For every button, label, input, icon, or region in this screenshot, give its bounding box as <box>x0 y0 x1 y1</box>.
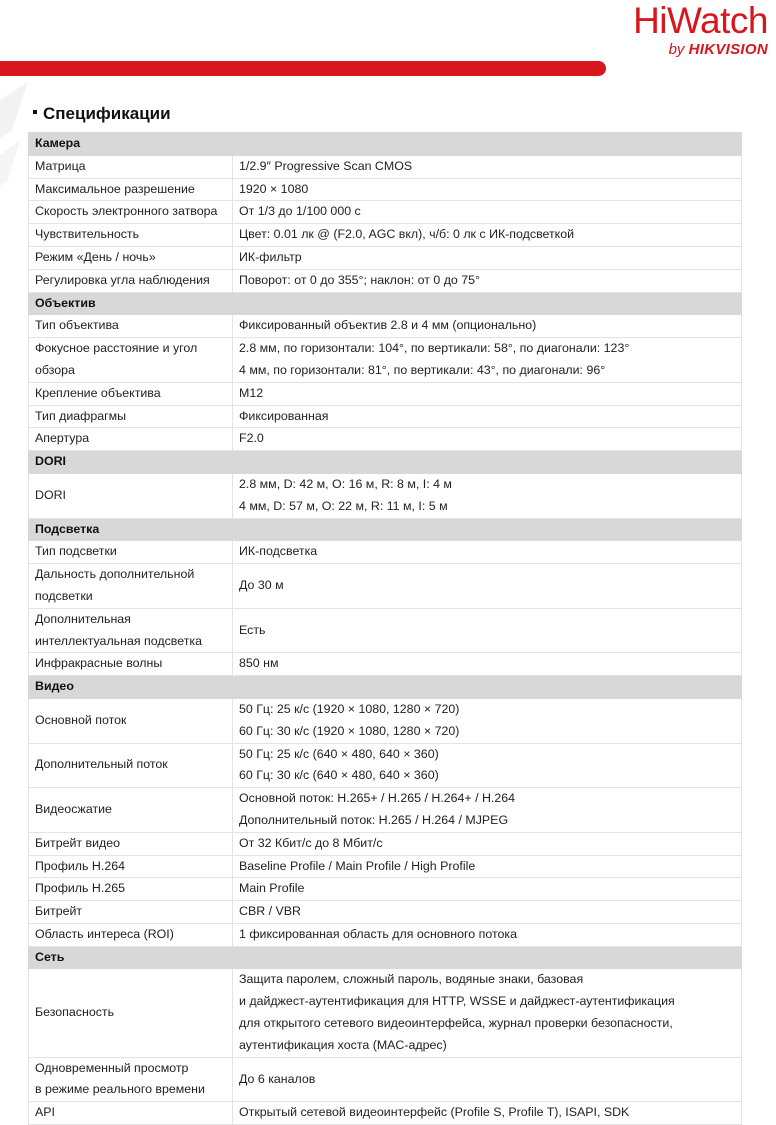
spec-label-line: Дальность дополнительной <box>35 567 195 582</box>
table-row <box>29 969 742 1057</box>
spec-value <box>233 246 742 269</box>
spec-value <box>233 201 742 224</box>
table-row <box>29 315 742 338</box>
spec-value-line: аутентификация хоста (MAC-адрес) <box>239 1037 447 1052</box>
section-header-row <box>29 518 742 541</box>
section-header: Видео <box>29 676 742 699</box>
spec-value-line: ИК-подсветка <box>239 544 318 559</box>
section-header-row <box>29 292 742 315</box>
spec-label <box>29 653 233 676</box>
spec-value <box>233 155 742 178</box>
spec-label-line: Битрейт <box>35 904 83 919</box>
spec-value <box>233 608 742 653</box>
spec-value-line: 2.8 мм, по горизонтали: 104°, по вертикали: 58°, по диагонали: 123° <box>239 341 630 356</box>
spec-value <box>233 405 742 428</box>
table-row <box>29 382 742 405</box>
spec-label-line: Скорость электронного затвора <box>35 204 218 219</box>
spec-label <box>29 428 233 451</box>
specifications-table-body <box>29 133 742 1125</box>
logo-by: by <box>668 41 685 58</box>
spec-label <box>29 743 233 788</box>
spec-label-line: API <box>35 1105 55 1120</box>
spec-label <box>29 269 233 292</box>
spec-value-line: От 32 Кбит/с до 8 Мбит/с <box>239 835 383 850</box>
table-row <box>29 564 742 609</box>
spec-label-line: Дополнительный поток <box>35 757 168 772</box>
spec-label-line: Крепление объектива <box>35 385 161 400</box>
table-row <box>29 855 742 878</box>
spec-value-line: Фиксированный объектив 2.8 и 4 мм (опционально) <box>239 318 537 333</box>
spec-label-line: Максимальное разрешение <box>35 181 195 196</box>
table-row <box>29 428 742 451</box>
table-row <box>29 1102 742 1125</box>
spec-label <box>29 1102 233 1125</box>
spec-value-line: 50 Гц: 25 к/с (640 × 480, 640 × 360) <box>239 746 439 761</box>
spec-value <box>233 564 742 609</box>
spec-value <box>233 878 742 901</box>
spec-value-line: До 30 м <box>239 578 284 593</box>
spec-label <box>29 155 233 178</box>
spec-value <box>233 743 742 788</box>
spec-value <box>233 338 742 383</box>
spec-value-line: От 1/3 до 1/100 000 с <box>239 204 361 219</box>
section-header: Объектив <box>29 292 742 315</box>
table-row <box>29 338 742 383</box>
table-row <box>29 901 742 924</box>
spec-label-line: Матрица <box>35 158 86 173</box>
spec-label-line: Тип диафрагмы <box>35 408 127 423</box>
spec-label-line: Безопасность <box>35 1005 115 1020</box>
table-row <box>29 405 742 428</box>
spec-value-line: 1/2.9″ Progressive Scan CMOS <box>239 158 413 173</box>
table-row <box>29 1057 742 1102</box>
logo-brand: HIKVISION <box>688 41 768 58</box>
spec-label <box>29 878 233 901</box>
page-title <box>33 103 171 125</box>
spec-value <box>233 382 742 405</box>
spec-value-line: 4 мм, по горизонтали: 81°, по вертикали: 43°, по диагонали: 96° <box>239 362 606 377</box>
page-header <box>0 0 776 80</box>
spec-label <box>29 901 233 924</box>
spec-label-line: Профиль H.265 <box>35 881 125 896</box>
spec-value-line: Открытый сетевой видеоинтерфейс (Profile S, Profile T), ISAPI, SDK <box>239 1105 630 1120</box>
section-header: Камера <box>29 133 742 156</box>
spec-label <box>29 855 233 878</box>
spec-value <box>233 901 742 924</box>
spec-label <box>29 1057 233 1102</box>
spec-label <box>29 788 233 833</box>
section-header: DORI <box>29 451 742 474</box>
spec-label-line: Профиль H.264 <box>35 858 125 873</box>
spec-value <box>233 1057 742 1102</box>
table-row <box>29 224 742 247</box>
spec-value-line: Main Profile <box>239 881 305 896</box>
spec-label-line: DORI <box>35 487 66 502</box>
spec-label <box>29 541 233 564</box>
spec-value <box>233 428 742 451</box>
spec-value <box>233 653 742 676</box>
spec-value <box>233 541 742 564</box>
spec-label-line: Тип подсветки <box>35 544 117 559</box>
header-red-band <box>0 61 606 76</box>
spec-value-line: для открытого сетевого видеоинтерфейса, журнал проверки безопасности, <box>239 1016 673 1031</box>
spec-value-line: Baseline Profile / Main Profile / High Profile <box>239 858 476 873</box>
table-row <box>29 832 742 855</box>
spec-label-line: Апертура <box>35 431 90 446</box>
spec-value-line: До 6 каналов <box>239 1071 316 1086</box>
spec-label-line: Режим «День / ночь» <box>35 249 156 264</box>
spec-value-line: и дайджест-аутентификация для HTTP, WSSE и дайджест-аутентификация <box>239 994 675 1009</box>
table-row <box>29 923 742 946</box>
spec-label <box>29 832 233 855</box>
spec-value-line: Дополнительный поток: H.265 / H.264 / MJPEG <box>239 812 509 827</box>
spec-label-line: Фокусное расстояние и угол <box>35 341 198 356</box>
spec-value-line: M12 <box>239 385 264 400</box>
spec-label-line: Инфракрасные волны <box>35 656 163 671</box>
spec-label <box>29 969 233 1057</box>
spec-label-line: Битрейт видео <box>35 835 121 850</box>
spec-value-line: Защита паролем, сложный пароль, водяные знаки, базовая <box>239 972 584 987</box>
spec-label-line: Область интереса (ROI) <box>35 926 174 941</box>
spec-value-line: ИК-фильтр <box>239 249 302 264</box>
spec-value-line: Фиксированная <box>239 408 329 423</box>
table-row <box>29 155 742 178</box>
table-row <box>29 653 742 676</box>
spec-value <box>233 969 742 1057</box>
logo-subtitle <box>633 41 768 58</box>
spec-label <box>29 923 233 946</box>
page-title-text: Спецификации <box>43 104 171 123</box>
table-row <box>29 698 742 743</box>
spec-value-line: 4 мм, D: 57 м, O: 22 м, R: 11 м, I: 5 м <box>239 498 448 513</box>
spec-value <box>233 473 742 518</box>
spec-label-line: Тип объектива <box>35 318 119 333</box>
spec-label-line: в режиме реального времени <box>35 1082 205 1097</box>
spec-label-line: Одновременный просмотр <box>35 1060 189 1075</box>
spec-value-line: Цвет: 0.01 лк @ (F2.0, AGC вкл), ч/б: 0 лк с ИК-подсветкой <box>239 227 575 242</box>
table-row <box>29 743 742 788</box>
spec-value-line: CBR / VBR <box>239 904 301 919</box>
spec-label-line: Видеосжатие <box>35 802 112 816</box>
spec-label-line: Чувствительность <box>35 227 140 242</box>
spec-label <box>29 224 233 247</box>
spec-label-line: Регулировка угла наблюдения <box>35 272 210 287</box>
spec-value-line: Поворот: от 0 до 355°; наклон: от 0 до 75° <box>239 272 480 287</box>
spec-label-line: обзора <box>35 362 75 377</box>
table-row <box>29 608 742 653</box>
spec-label <box>29 405 233 428</box>
spec-label-line: Основной поток <box>35 712 127 727</box>
table-row <box>29 788 742 833</box>
spec-value-line: 1920 × 1080 <box>239 181 309 196</box>
spec-value-line: 850 нм <box>239 656 279 671</box>
spec-value-line: 60 Гц: 30 к/с (1920 × 1080, 1280 × 720) <box>239 723 460 738</box>
section-header-row <box>29 946 742 969</box>
spec-label <box>29 382 233 405</box>
table-row <box>29 178 742 201</box>
specifications-table <box>28 132 742 1125</box>
spec-label <box>29 564 233 609</box>
spec-label <box>29 338 233 383</box>
spec-value-line: 60 Гц: 30 к/с (640 × 480, 640 × 360) <box>239 768 439 783</box>
section-header-row <box>29 133 742 156</box>
table-row <box>29 246 742 269</box>
spec-value-line: 50 Гц: 25 к/с (1920 × 1080, 1280 × 720) <box>239 701 460 716</box>
section-header-row <box>29 451 742 474</box>
spec-value <box>233 855 742 878</box>
logo-title: HiWatch <box>633 0 768 41</box>
spec-label-line: подсветки <box>35 588 93 603</box>
spec-value <box>233 832 742 855</box>
spec-value <box>233 698 742 743</box>
spec-label-line: Дополнительная <box>35 611 131 626</box>
spec-value <box>233 315 742 338</box>
table-row <box>29 269 742 292</box>
title-bullet-icon <box>33 110 37 114</box>
spec-value-line: 2.8 мм, D: 42 м, O: 16 м, R: 8 м, I: 4 м <box>239 476 452 491</box>
spec-label <box>29 201 233 224</box>
spec-label <box>29 698 233 743</box>
spec-label <box>29 315 233 338</box>
section-header: Сеть <box>29 946 742 969</box>
spec-value <box>233 224 742 247</box>
table-row <box>29 541 742 564</box>
spec-value <box>233 178 742 201</box>
table-row <box>29 473 742 518</box>
spec-label <box>29 473 233 518</box>
spec-value-line: Основной поток: H.265+ / H.265 / H.264+ / H.264 <box>239 791 516 806</box>
spec-value-line: 1 фиксированная область для основного потока <box>239 926 517 941</box>
spec-value-line: F2.0 <box>239 431 264 446</box>
section-header-row <box>29 676 742 699</box>
spec-value <box>233 1102 742 1125</box>
spec-value <box>233 788 742 833</box>
spec-value <box>233 269 742 292</box>
spec-label <box>29 246 233 269</box>
spec-label <box>29 608 233 653</box>
spec-label <box>29 178 233 201</box>
spec-value-line: Есть <box>239 622 266 637</box>
spec-label-line: интеллектуальная подсветка <box>35 633 202 648</box>
spec-value <box>233 923 742 946</box>
table-row <box>29 878 742 901</box>
table-row <box>29 201 742 224</box>
section-header: Подсветка <box>29 518 742 541</box>
hiwatch-logo <box>633 0 768 58</box>
